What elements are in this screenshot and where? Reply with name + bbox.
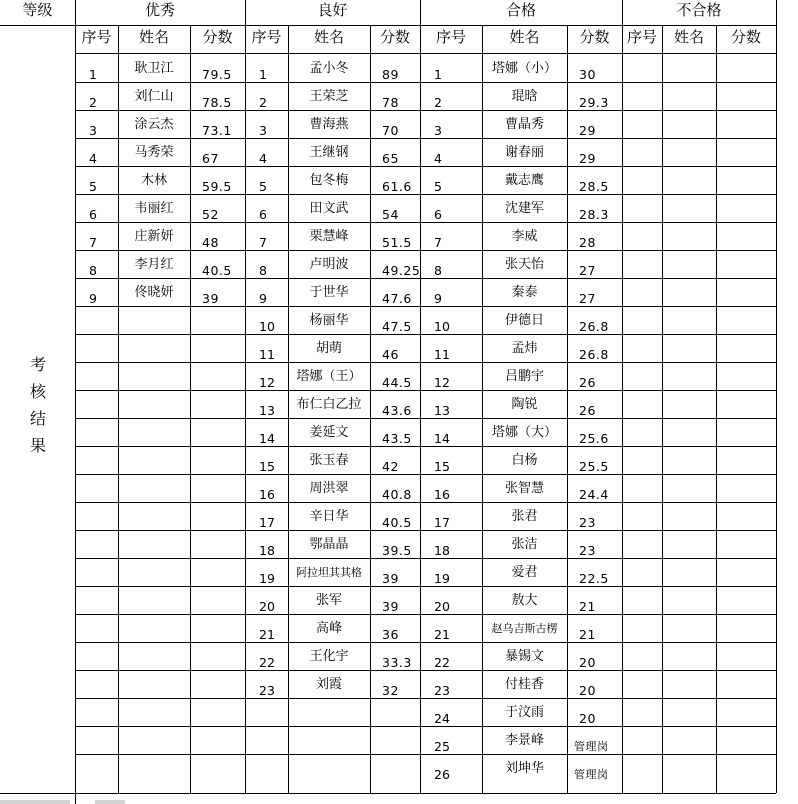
grid-line: [75, 642, 776, 643]
row-score: 20: [579, 655, 596, 670]
row-seq: 9: [434, 291, 442, 306]
row-score: 47.6: [382, 291, 412, 306]
row-name: 刘霞: [315, 677, 342, 692]
header-sub-good-2: 分数: [379, 28, 410, 46]
header-group-excellent: 优秀: [144, 1, 175, 19]
row-seq: 22: [259, 655, 275, 670]
row-name: 涂云杰: [134, 117, 174, 132]
row-name: 栗慧峰: [309, 229, 349, 244]
row-seq: 1: [259, 67, 267, 82]
row-seq: 17: [434, 515, 450, 530]
grid-line: [75, 530, 776, 531]
row-name: 爱君: [511, 565, 538, 580]
row-score: 43.6: [382, 403, 412, 418]
row-name: 木林: [140, 173, 167, 188]
row-score: 39.5: [382, 543, 412, 558]
row-score: 42: [382, 459, 399, 474]
row-seq: 2: [434, 95, 442, 110]
row-score: 65: [382, 151, 399, 166]
grid-line: [75, 334, 776, 335]
row-name: 伊德日: [504, 313, 544, 328]
header-group-pass: 合格: [505, 1, 536, 19]
row-seq: 4: [89, 151, 97, 166]
grid-line: [75, 306, 776, 307]
row-name: 布仁白乙拉: [296, 397, 362, 412]
row-name: 付桂香: [504, 677, 544, 692]
row-seq: 2: [89, 95, 97, 110]
row-seq: 15: [434, 459, 450, 474]
row-name: 张君: [511, 509, 538, 524]
sheet-scroll-stub: [95, 800, 125, 804]
grid-line: [118, 25, 119, 793]
row-name: 陶锐: [511, 397, 538, 412]
header-sub-good-0: 序号: [251, 28, 282, 46]
row-score: 26.8: [579, 319, 609, 334]
grid-line: [75, 670, 776, 671]
grid-line: [0, 25, 776, 26]
row-seq: 21: [434, 627, 450, 642]
row-seq: 1: [434, 67, 442, 82]
side-label-char: 结: [29, 409, 46, 428]
row-seq: 21: [259, 627, 275, 642]
row-score: 47.5: [382, 319, 412, 334]
grid-line: [75, 558, 776, 559]
grid-line: [75, 110, 776, 111]
row-seq: 12: [434, 375, 450, 390]
grid-line: [245, 0, 246, 793]
header-sub-excellent-0: 序号: [81, 28, 112, 46]
row-score: 28.5: [579, 179, 609, 194]
row-score: 21: [579, 627, 596, 642]
row-name: 卢明波: [309, 257, 349, 272]
row-seq: 5: [259, 179, 267, 194]
row-name: 耿卫江: [134, 61, 174, 76]
row-score: 54: [382, 207, 399, 222]
row-seq: 19: [259, 571, 275, 586]
row-score: 39: [382, 571, 399, 586]
row-score: 33.3: [382, 655, 412, 670]
row-name: 秦泰: [511, 285, 538, 300]
row-seq: 3: [434, 123, 442, 138]
row-seq: 23: [434, 683, 450, 698]
row-seq: 3: [89, 123, 97, 138]
grid-line: [75, 502, 776, 503]
grid-line: [75, 278, 776, 279]
header-group-good: 良好: [317, 1, 348, 19]
row-seq: 9: [259, 291, 267, 306]
row-name: 于世华: [309, 285, 349, 300]
header-level-label: 等级: [22, 1, 53, 19]
row-name: 于汶雨: [504, 705, 544, 720]
row-name: 孟炜: [511, 341, 538, 356]
sheet-scroll-stub: [0, 800, 70, 804]
row-score: 22.5: [579, 571, 609, 586]
row-score: 52: [202, 207, 219, 222]
row-seq: 16: [434, 487, 450, 502]
row-score: 40.5: [382, 515, 412, 530]
grid-line: [75, 53, 776, 54]
grid-line: [75, 698, 776, 699]
grid-line: [75, 166, 776, 167]
row-name: 田文武: [309, 201, 349, 216]
row-score: 32: [382, 683, 399, 698]
row-score: 78: [382, 95, 399, 110]
row-score: 30: [579, 67, 596, 82]
row-name: 白杨: [511, 453, 538, 468]
row-name: 王化宇: [309, 649, 349, 664]
row-name: 沈建军: [504, 201, 544, 216]
row-name: 韦丽红: [134, 201, 174, 216]
row-seq: 8: [89, 263, 97, 278]
grid-line: [75, 586, 776, 587]
grid-line: [75, 793, 76, 804]
row-seq: 4: [434, 151, 442, 166]
row-name: 李景峰: [504, 733, 544, 748]
row-seq: 7: [434, 235, 442, 250]
row-name: 曹晶秀: [504, 117, 544, 132]
side-label-char: 核: [29, 382, 46, 401]
row-score: 70: [382, 123, 399, 138]
row-name: 阿拉坦其其格: [296, 566, 362, 579]
row-seq: 15: [259, 459, 275, 474]
grid-line: [716, 25, 717, 793]
row-seq: 14: [259, 431, 275, 446]
row-score: 24.4: [579, 487, 609, 502]
row-seq: 2: [259, 95, 267, 110]
grid-line: [75, 614, 776, 615]
grid-line: [75, 138, 776, 139]
row-score: 23: [579, 543, 596, 558]
row-seq: 22: [434, 655, 450, 670]
row-seq: 5: [434, 179, 442, 194]
row-name: 刘坤华: [504, 761, 544, 776]
row-name: 姜延文: [309, 425, 349, 440]
grid-line: [662, 25, 663, 793]
row-score: 29: [579, 123, 596, 138]
grid-line: [75, 82, 776, 83]
row-name: 琨晗: [511, 89, 538, 104]
row-name: 暴锡文: [504, 649, 544, 664]
row-seq: 7: [89, 235, 97, 250]
row-score: 28: [579, 235, 596, 250]
row-seq: 3: [259, 123, 267, 138]
row-score: 44.5: [382, 375, 412, 390]
row-seq: 10: [434, 319, 450, 334]
side-label-char: 考: [29, 355, 46, 374]
row-name: 曹海燕: [309, 117, 349, 132]
row-seq: 8: [259, 263, 267, 278]
row-seq: 1: [89, 67, 97, 82]
grid-line: [370, 25, 371, 793]
header-sub-fail-2: 分数: [730, 28, 761, 46]
row-seq: 12: [259, 375, 275, 390]
row-name: 谢春丽: [504, 145, 544, 160]
row-name: 张天怡: [504, 257, 544, 272]
header-sub-pass-0: 序号: [435, 28, 466, 46]
row-score: 40.5: [202, 263, 232, 278]
row-seq: 6: [434, 207, 442, 222]
header-sub-pass-2: 分数: [579, 28, 610, 46]
row-name: 戴志鹰: [504, 173, 544, 188]
grid-line: [75, 754, 776, 755]
row-score: 管理岗: [574, 740, 609, 753]
row-score: 89: [382, 67, 399, 82]
row-score: 40.8: [382, 487, 412, 502]
row-seq: 4: [259, 151, 267, 166]
row-score: 21: [579, 599, 596, 614]
row-score: 48: [202, 235, 219, 250]
row-seq: 25: [434, 739, 450, 754]
row-name: 鄂晶晶: [309, 537, 349, 552]
row-seq: 20: [259, 599, 275, 614]
grid-line: [75, 222, 776, 223]
grid-line: [420, 0, 421, 793]
row-score: 39: [382, 599, 399, 614]
row-seq: 13: [434, 403, 450, 418]
row-seq: 11: [259, 347, 275, 362]
row-score: 25.6: [579, 431, 609, 446]
header-group-fail: 不合格: [676, 1, 722, 19]
row-name: 杨丽华: [309, 313, 349, 328]
row-seq: 8: [434, 263, 442, 278]
grid-line: [776, 0, 777, 793]
row-score: 78.5: [202, 95, 232, 110]
grid-line: [75, 474, 776, 475]
row-score: 67: [202, 151, 219, 166]
row-name: 张洁: [511, 537, 538, 552]
row-name: 吕鹏宇: [504, 369, 544, 384]
grid-line: [75, 194, 776, 195]
row-seq: 14: [434, 431, 450, 446]
row-seq: 18: [259, 543, 275, 558]
row-seq: 7: [259, 235, 267, 250]
row-name: 马秀荣: [134, 145, 174, 160]
row-name: 庄新妍: [134, 229, 174, 244]
row-score: 管理岗: [574, 768, 609, 781]
row-name: 李月红: [134, 257, 174, 272]
row-seq: 6: [89, 207, 97, 222]
row-name: 佟晓妍: [134, 285, 174, 300]
grid-line: [75, 250, 776, 251]
row-seq: 24: [434, 711, 450, 726]
row-score: 23: [579, 515, 596, 530]
row-score: 39: [202, 291, 219, 306]
header-sub-excellent-1: 姓名: [138, 28, 169, 46]
row-score: 46: [382, 347, 399, 362]
row-score: 29: [579, 151, 596, 166]
row-name: 胡萌: [315, 341, 342, 356]
header-sub-pass-1: 姓名: [509, 28, 540, 46]
row-score: 27: [579, 263, 596, 278]
row-score: 25.5: [579, 459, 609, 474]
row-score: 20: [579, 683, 596, 698]
grid-line: [75, 446, 776, 447]
row-name: 刘仁山: [134, 89, 174, 104]
row-name: 张军: [315, 593, 342, 608]
row-seq: 11: [434, 347, 450, 362]
row-name: 张智慧: [504, 481, 544, 496]
grid-line: [75, 0, 76, 793]
row-score: 61.6: [382, 179, 412, 194]
header-sub-good-1: 姓名: [313, 28, 344, 46]
row-score: 28.3: [579, 207, 609, 222]
row-seq: 5: [89, 179, 97, 194]
row-score: 43.5: [382, 431, 412, 446]
row-seq: 13: [259, 403, 275, 418]
row-name: 辛日华: [309, 509, 349, 524]
grid-line: [0, 793, 776, 794]
row-score: 36: [382, 627, 399, 642]
row-seq: 18: [434, 543, 450, 558]
row-score: 26: [579, 403, 596, 418]
row-score: 26: [579, 375, 596, 390]
row-name: 张玉春: [309, 453, 349, 468]
row-score: 27: [579, 291, 596, 306]
grid-line: [75, 726, 776, 727]
row-name: 包冬梅: [309, 173, 349, 188]
header-sub-fail-1: 姓名: [673, 28, 704, 46]
row-seq: 10: [259, 319, 275, 334]
grid-line: [622, 0, 623, 793]
row-name: 周洪翠: [309, 481, 349, 496]
row-name: 李威: [511, 229, 538, 244]
row-seq: 19: [434, 571, 450, 586]
row-seq: 26: [434, 767, 450, 782]
row-seq: 23: [259, 683, 275, 698]
row-seq: 17: [259, 515, 275, 530]
row-name: 王荣芝: [309, 89, 349, 104]
row-seq: 9: [89, 291, 97, 306]
row-score: 51.5: [382, 235, 412, 250]
header-sub-fail-0: 序号: [626, 28, 657, 46]
row-name: 塔娜（王）: [296, 369, 362, 384]
side-label-char: 果: [29, 436, 46, 455]
grid-line: [567, 25, 568, 793]
row-name: 敖大: [511, 593, 538, 608]
grid-line: [75, 418, 776, 419]
row-name: 王继钢: [309, 145, 349, 160]
row-score: 20: [579, 711, 596, 726]
row-score: 73.1: [202, 123, 232, 138]
row-score: 59.5: [202, 179, 232, 194]
grid-line: [75, 362, 776, 363]
grid-line: [190, 25, 191, 793]
row-name: 高峰: [315, 621, 342, 636]
row-score: 49.25: [382, 263, 421, 278]
row-seq: 6: [259, 207, 267, 222]
row-seq: 16: [259, 487, 275, 502]
row-name: 孟小冬: [309, 61, 349, 76]
row-score: 29.3: [579, 95, 609, 110]
row-name: 塔娜（小）: [491, 61, 557, 76]
row-name: 塔娜（大）: [491, 425, 557, 440]
header-sub-excellent-2: 分数: [202, 28, 233, 46]
row-score: 79.5: [202, 67, 232, 82]
grid-line: [75, 390, 776, 391]
row-score: 26.8: [579, 347, 609, 362]
row-name: 赵乌吉斯古楞: [491, 622, 558, 635]
row-seq: 20: [434, 599, 450, 614]
